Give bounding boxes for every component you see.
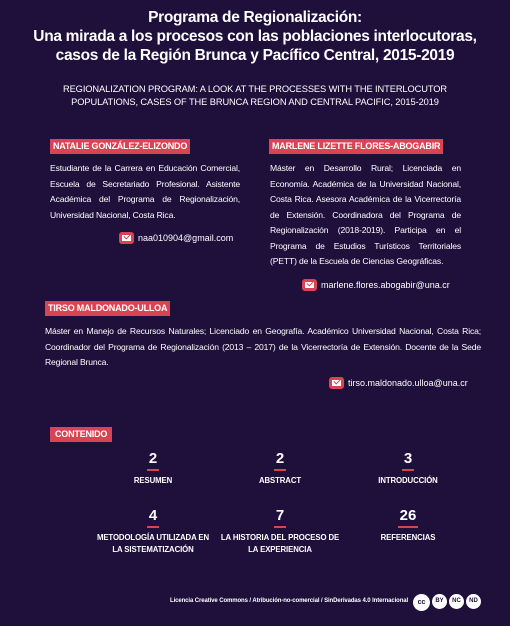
toc-page-number: 2 [274,450,286,471]
license-text: Licencia Creative Commons / Atribución-no-comercial / SinDerivadas 4.0 Internacional [170,598,409,604]
author-name-tag: NATALIE GONZÁLEZ-ELIZONDO [50,139,190,154]
subtitle-line-1: REGIONALIZATION PROGRAM: A LOOK AT THE PROCESSES WITH THE INTERLOCUTOR [62,84,448,94]
toc-item-referencias[interactable] [333,507,483,544]
cc-icon: cc [413,594,430,611]
toc-item-introduccion[interactable] [333,450,483,487]
toc-label: RESUMEN [133,476,173,485]
author-email-text[interactable]: tirso.maldonado.ulloa@una.cr [348,378,468,388]
envelope-icon [302,279,317,291]
envelope-icon [119,232,134,244]
toc-label: ABSTRACT [258,476,302,485]
author-email[interactable] [302,278,450,292]
author-email[interactable] [329,376,468,390]
toc-page-number: 3 [402,450,414,471]
title-line-1: Programa de Regionalización: [148,9,362,26]
author-email-text[interactable]: marlene.flores.abogabir@una.cr [321,280,450,290]
nc-icon: NC [449,594,464,609]
toc-page-number: 26 [398,507,419,528]
title-line-3: casos de la Región Brunca y Pacífico Central, 2015-2019 [55,47,455,64]
nd-icon: ND [466,594,481,609]
author-email[interactable] [119,231,233,245]
document-title [0,8,510,65]
envelope-icon [329,377,344,389]
author-bio: Máster en Desarrollo Rural; Licenciada en Economía. Académica de la Universidad Nacional, Costa Rica. Asesora Académica de la Vicerrectoría de Extensión. Coordinadora del Programa de Regionalización (2018-2019). Participa en el Programa de Estudios Turísticos Territoriales (PETT) de la Escuela de Ciencias Geográficas. [270,163,461,266]
toc-label: REFERENCIAS [380,533,436,542]
subtitle-line-2: POPULATIONS, CASES OF THE BRUNCA REGION AND CENTRAL PACIFIC, 2015-2019 [71,97,439,107]
document-subtitle [40,83,470,109]
contents-label: CONTENIDO [50,427,112,442]
cc-license-badge[interactable] [413,594,481,611]
toc-label: METODOLOGÍA UTILIZADA EN LA SISTEMATIZACIÓN [96,533,210,554]
toc-page-number: 7 [274,507,286,528]
author-name-tag: MARLENE LIZETTE FLORES-ABOGABIR [269,139,443,154]
title-line-2: Una mirada a los procesos con las poblaciones interlocutoras, [33,28,477,45]
author-bio: Máster en Manejo de Recursos Naturales; Licenciado en Geografía. Académico Universidad Nacional, Costa Rica; Coordinador del Programa de Regionalización (2013 – 2017) de la Vicerrectoría de Extensión. Docente de la Sede Regional Brunca. [45,326,481,367]
toc-label: INTRODUCCIÓN [378,476,438,485]
author-bio: Estudiante de la Carrera en Educación Comercial, Escuela de Secretariado Profesional. Asistente Académica del Programa de Regionalización, Universidad Nacional, Costa Rica. [50,163,240,220]
author-name-tag: TIRSO MALDONADO-ULLOA [45,301,170,316]
author-email-text[interactable]: naa010904@gmail.com [138,233,234,243]
by-icon: BY [432,594,447,609]
toc-page-number: 4 [147,507,159,528]
toc-label: LA HISTORIA DEL PROCESO DE LA EXPERIENCIA [220,533,340,554]
toc-page-number: 2 [147,450,159,471]
